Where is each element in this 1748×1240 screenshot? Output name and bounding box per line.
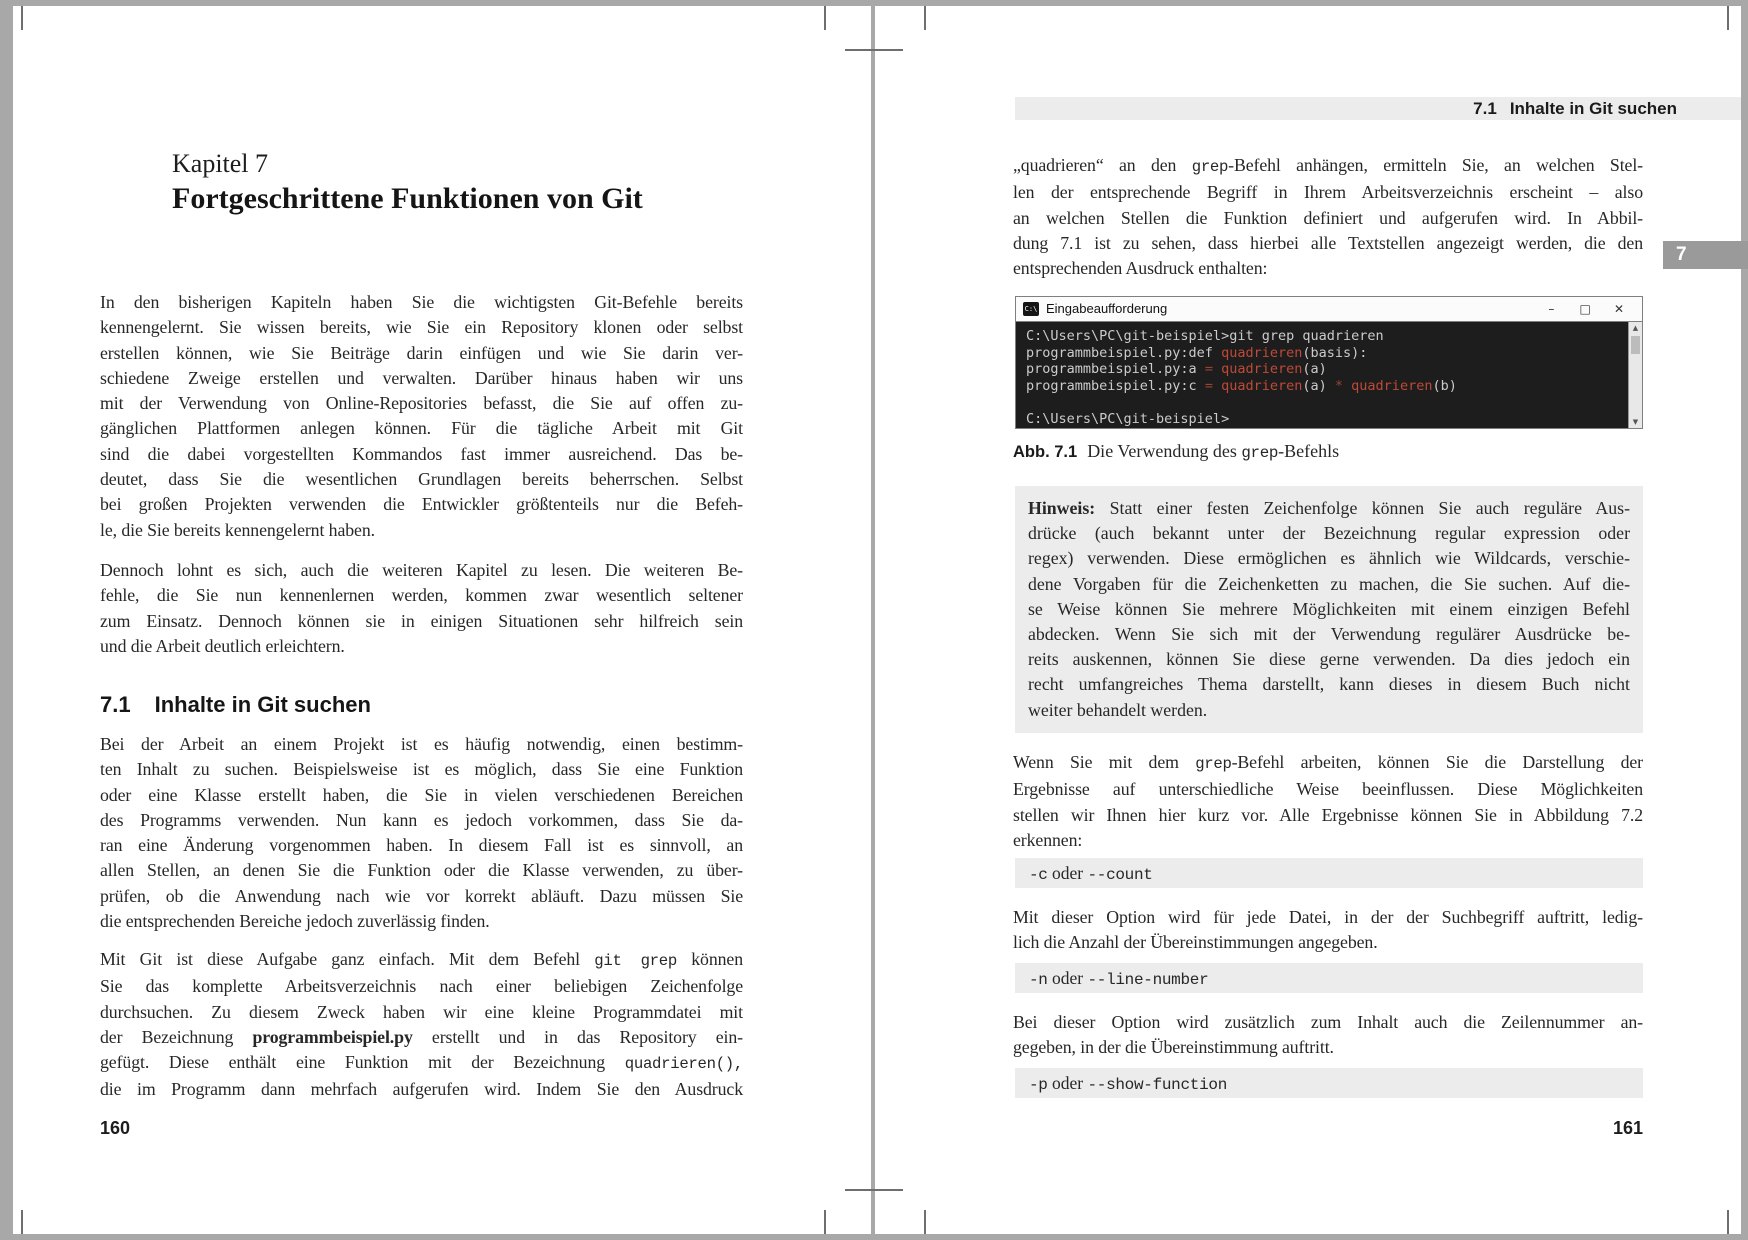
maximize-icon: □ (1579, 302, 1591, 316)
paragraph: In den bisherigen Kapiteln haben Sie die wichtigsten Git-Befehle bereits kennengelernt. Sie wissen bereits, wie Sie ein Repository klonen oder selbst erstellen können, wie Sie Beiträge darin einfügen und wie Sie darin ver- schiedene Zweige erstellen und verwalten. Darüber hinaus haben wir uns mit der Verwendung von Online-Repositories befasst, die Sie auf offen zu- gänglichen Plattformen anlegen können. Für die tägliche Arbeit mit Git sind die dabei vorgestellten Kommandos fast immer ausreichend. Das be- deutet, dass Sie die wesentlichen Grundlagen bereits beherrschen. Selbst bei großen Projekten verwenden die Entwickler größtenteils nur die Befeh- le, die Sie bereits kennengelernt haben. (100, 292, 743, 540)
section-heading (100, 692, 371, 718)
note-box: Hinweis: Statt einer festen Zeichenfolge können Sie auch reguläre Aus- drücke (auch bekannt unter der Bezeichnung regular expression oder regex) verwenden. Diese ermöglichen es ähnlich wie Wildcards, verschie- dene Vorgaben für die Zeichenketten zu machen, die Sie suchen. Auf die- se Weise können Sie mehrere Möglichkeiten mit einem einzigen Befehl abdecken. Wenn Sie sich mit der Verwendung regulärer Ausdrücke be- reits auskennen, können Sie diese gerne verwenden. Da dies jedoch ein recht umfangreiches Thema darstellt, kann dieses in diesem Buch nicht weiter behandelt werden. (1015, 486, 1643, 733)
crop-mark (1727, 1210, 1729, 1234)
window-controls (1536, 297, 1634, 321)
pasteboard-edge-left (0, 0, 13, 1240)
scrollbar (1628, 322, 1642, 428)
page-number-left: 160 (100, 1118, 131, 1138)
crop-mark (845, 1189, 903, 1191)
paragraph: Wenn Sie mit dem grep-Befehl arbeiten, können Sie die Darstellung der Ergebnisse auf unterschiedliche Weise beeinflussen. Diese Möglichkeiten stellen wir Ihnen hier kurz vor. Alle Ergebnisse können Sie in Abbildung 7.2 erkennen: (1013, 752, 1643, 850)
crop-mark (845, 49, 903, 51)
cmd-icon: C:\ (1023, 302, 1039, 316)
pasteboard-edge-right (1741, 0, 1748, 1240)
section-number: 7.1 (100, 692, 131, 717)
paragraph: Dennoch lohnt es sich, auch die weiteren Kapitel zu lesen. Die weiteren Be- fehle, die Sie nun kennenlernen werden, kommen zwar wesentlich seltener zum Einsatz. Dennoch können sie in einigen Situationen sehr hilfreich sein und die Arbeit deutlich erleichtern. (100, 560, 743, 656)
scroll-down-icon: ▼ (1632, 418, 1639, 426)
paragraph: Mit Git ist diese Aufgabe ganz einfach. Mit dem Befehl git grep können Sie das komplette Arbeitsverzeichnis nach einer beliebigen Zeichenfolge durchsuchen. Zu diesem Zweck haben wir eine kleine Programmdatei mit der Bezeichnung programmbeispiel.py erstellt und in das Repository ein- gefügt. Diese enthält eine Funktion mit der Bezeichnung quadrieren(), die im Programm dann mehrfach aufgerufen wird. Indem Sie den Ausdruck (100, 949, 744, 1100)
chapter-title: Fortgeschrittene Funktionen von Git (172, 182, 643, 215)
terminal-titlebar (1016, 297, 1642, 322)
terminal-output: C:\Users\PC\git-beispiel>git grep quadrieren programmbeispiel.py:def quadrieren(basis): programmbeispiel.py:a = quadrieren(a) programmbeispiel.py:c = quadrieren(a) * quadrieren(b) C:\Users\PC\git-beispiel> (1026, 328, 1457, 427)
chapter-thumb-tab: 7 (1663, 241, 1748, 269)
close-icon: ✕ (1613, 302, 1625, 316)
crop-mark (21, 1210, 23, 1234)
crop-mark (824, 1210, 826, 1234)
paragraph: Mit dieser Option wird für jede Datei, in der der Suchbegriff auftritt, ledig- lich die Anzahl der Übereinstimmungen angegeben. (1013, 907, 1643, 953)
minimize-icon: – (1548, 302, 1555, 316)
running-head-number: 7.1 (1473, 99, 1497, 118)
code-option-box: -c oder --count (1015, 858, 1643, 888)
terminal-title: Eingabeaufforderung (1046, 301, 1168, 316)
figure-terminal-window (1015, 296, 1643, 429)
page-gutter-line (871, 0, 875, 1240)
crop-mark (924, 6, 926, 30)
running-head (1015, 97, 1741, 120)
code-option-box: -n oder --line-number (1015, 963, 1643, 993)
code-option-box: -p oder --show-function (1015, 1068, 1643, 1098)
figure-caption: Abb. 7.1 Die Verwendung des grep-Befehls (1013, 441, 1340, 462)
section-label: Inhalte in Git suchen (154, 692, 371, 717)
paragraph: Bei dieser Option wird zusätzlich zum Inhalt auch die Zeilennummer an- gegeben, in der die Übereinstimmung auftritt. (1013, 1012, 1643, 1058)
crop-mark (824, 6, 826, 30)
paragraph: „quadrieren“ an den grep-Befehl anhängen, ermitteln Sie, an welchen Stel- len der entsprechende Begriff in Ihrem Arbeitsverzeichnis erscheint – also an welchen Stellen die Funktion definiert und aufgerufen wird. In Abbil- dung 7.1 ist zu sehen, dass hierbei alle Textstellen angezeigt werden, die den entsprechenden Ausdruck enthalten: (1013, 155, 1643, 279)
chapter-kicker: Kapitel 7 (172, 149, 269, 178)
crop-mark (21, 6, 23, 30)
page-number-right: 161 (1612, 1118, 1643, 1138)
crop-mark (924, 1210, 926, 1234)
running-head-label: Inhalte in Git suchen (1509, 99, 1677, 118)
crop-mark (1727, 6, 1729, 30)
scroll-up-icon: ▲ (1632, 324, 1639, 332)
scrollbar-thumb (1631, 336, 1640, 354)
paragraph: Bei der Arbeit an einem Projekt ist es häufig notwendig, einen bestimm- ten Inhalt zu suchen. Beispielsweise ist es möglich, dass Sie eine Funktion oder eine Klasse erstellt haben, die Sie in vielen verschiedenen Bereichen des Programms verwenden. Nun kann es jedoch vorkommen, dass Sie da- ran eine Änderung vorgenommen haben. In diesem Fall ist es sinnvoll, an allen Stellen, an denen Sie die Funktion oder die Klasse verwenden, zu über- prüfen, ob die Anwendung nach wie vor korrekt abläuft. Dazu müssen Sie die entsprechenden Bereiche jedoch zuverlässig finden. (100, 734, 743, 932)
